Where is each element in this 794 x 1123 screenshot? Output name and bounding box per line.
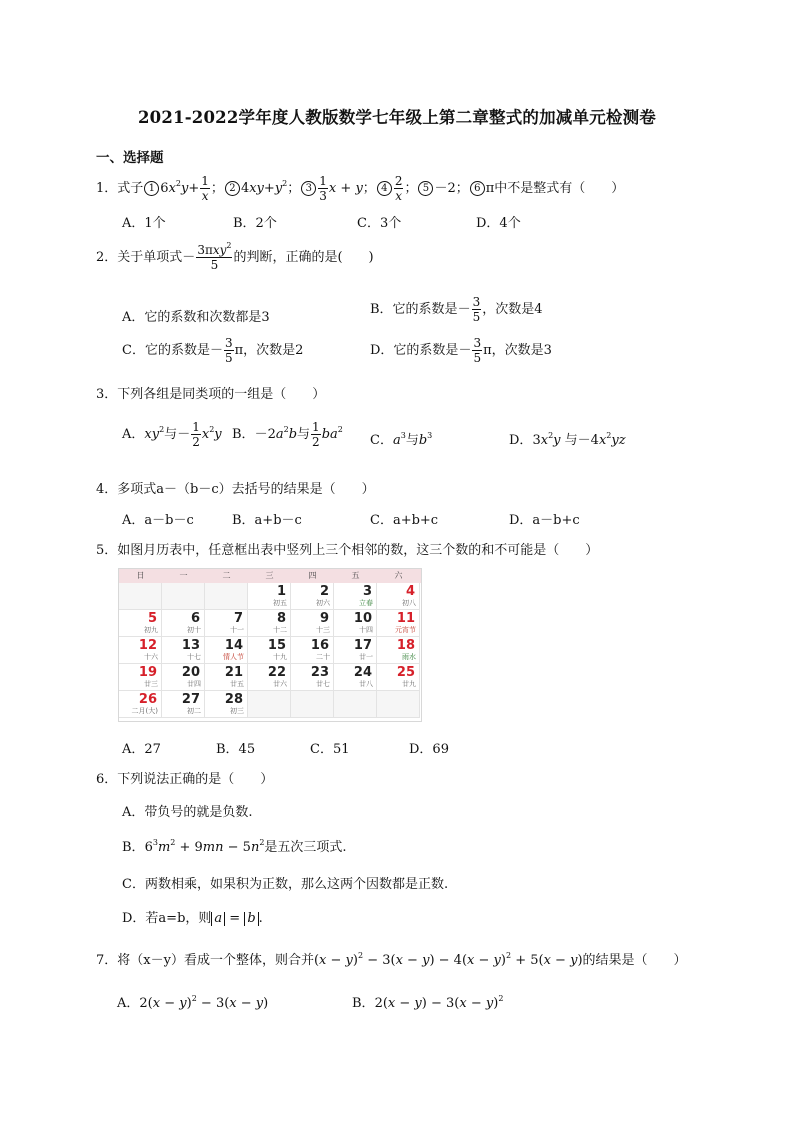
calendar-day-cell — [291, 637, 334, 664]
question-6: 6．下列说法正确的是（ ） — [96, 772, 274, 787]
q5-option-c[interactable]: C．51 — [310, 742, 350, 757]
calendar-day-number: 16 — [310, 638, 329, 653]
calendar-header-cell: 日 — [136, 571, 145, 580]
calendar-day-number: 4 — [405, 584, 415, 599]
q1-option-c[interactable]: C．3个 — [357, 216, 402, 231]
calendar-lunar-label: 二十 — [316, 653, 330, 661]
q6-option-c[interactable]: C．两数相乘，如果积为正数，那么这两个因数都是正数. — [122, 877, 449, 892]
calendar-day-cell — [334, 610, 377, 637]
q7-option-a[interactable]: A．$2(x - y)^2 - 3(x - y)$ — [117, 994, 269, 1011]
calendar-day-number: 9 — [319, 611, 329, 626]
calendar-lunar-label: 初五 — [273, 599, 287, 607]
q7-option-b[interactable]: B．$2(x - y) - 3(x - y)^2$ — [352, 994, 504, 1011]
calendar-day-cell — [119, 664, 162, 691]
q1-option-a[interactable]: A．1个 — [122, 216, 166, 231]
calendar-day-number: 15 — [267, 638, 286, 653]
calendar-day-cell — [162, 610, 205, 637]
q6-option-b[interactable]: B．$6^3m^2 + 9mn - 5n^2$是五次三项式. — [122, 838, 347, 855]
q6-option-d[interactable]: D．若a=b，则 a = b . — [122, 911, 263, 926]
calendar-day-cell — [334, 637, 377, 664]
q3-option-c[interactable]: C．$a^3$与$b^3$ — [370, 431, 433, 448]
calendar-day-cell — [377, 664, 420, 691]
calendar-day-number: 19 — [138, 665, 157, 680]
calendar-lunar-label: 十三 — [316, 626, 330, 634]
question-4: 4．多项式a－（b－c）去括号的结果是（ ） — [96, 482, 375, 497]
q5-option-d[interactable]: D．69 — [409, 742, 449, 757]
q1-option-b[interactable]: B．2个 — [233, 216, 277, 231]
section-heading: 一、选择题 — [96, 150, 164, 166]
q6-option-a[interactable]: A．带负号的就是负数. — [122, 805, 253, 820]
calendar-day-number: 24 — [353, 665, 372, 680]
calendar-lunar-label: 廿八 — [359, 680, 373, 688]
question-5: 5．如图月历表中，任意框出表中竖列上三个相邻的数，这三个数的和不可能是（ ） — [96, 543, 599, 558]
q2-option-b[interactable]: B．它的系数是－ $\frac{3}{5}$ ，次数是4 — [370, 295, 543, 324]
q4-option-b[interactable]: B．a+b－c — [232, 513, 302, 528]
calendar-lunar-label: 初二 — [187, 707, 201, 715]
q4-option-c[interactable]: C．a+b+c — [370, 513, 439, 528]
calendar-day-cell — [205, 637, 248, 664]
q2-option-c[interactable]: C．它的系数是－ $\frac{3}{5}$ π，次数是2 — [122, 336, 304, 365]
q3-option-b[interactable]: B．$-2a^2b$与 $\frac{1}{2}$ $ba^2$ — [232, 420, 343, 449]
question-7: 7．将（x－y）看成一个整体，则合并$(x - y)^2 - 3(x - y) - 4(x - y)^2 + 5(x - y)$的结果是（ ） — [96, 951, 687, 968]
question-1: 1．式子 1 $6x^2y+$ $\frac{1}{x}$ ； 2 $4xy+y^2$； 3 $\frac{1}{3}$ x + y； 4 $\frac{2}{x}$ ； 5 －2； 6 π中不是整式有（ ） — [96, 174, 625, 203]
calendar-lunar-label: 二月(大) — [131, 707, 158, 715]
calendar-day-cell — [162, 583, 205, 610]
calendar-lunar-label: 初六 — [316, 599, 330, 607]
calendar-day-number: 22 — [267, 665, 286, 680]
q5-option-a[interactable]: A．27 — [122, 742, 161, 757]
calendar-day-cell — [205, 664, 248, 691]
calendar-lunar-label: 立春 — [359, 599, 373, 607]
calendar-day-cell — [248, 610, 291, 637]
calendar-day-cell — [248, 664, 291, 691]
calendar-day-cell — [291, 664, 334, 691]
calendar-day-number: 20 — [181, 665, 200, 680]
calendar-lunar-label: 初九 — [144, 626, 158, 634]
calendar-lunar-label: 廿一 — [359, 653, 373, 661]
question-2: 2．关于单项式－ $\frac{3\pi xy^2}{5}$ 的判断，正确的是( ) — [96, 241, 374, 272]
calendar-day-number: 7 — [233, 611, 243, 626]
q3-option-d[interactable]: D．$3x^2y$ 与$-4x^2yz$ — [509, 431, 626, 448]
calendar-day-number: 18 — [396, 638, 415, 653]
calendar-day-number: 3 — [362, 584, 372, 599]
calendar-day-cell — [334, 664, 377, 691]
calendar-day-number: 23 — [310, 665, 329, 680]
calendar-day-cell — [377, 610, 420, 637]
calendar-day-number: 6 — [190, 611, 200, 626]
calendar-day-number: 27 — [181, 692, 200, 707]
calendar-lunar-label: 廿九 — [402, 680, 416, 688]
calendar-lunar-label: 十六 — [144, 653, 158, 661]
calendar-header-cell: 五 — [351, 571, 360, 580]
q4-option-a[interactable]: A．a－b－c — [122, 513, 194, 528]
calendar-day-cell — [291, 691, 334, 718]
calendar-day-cell — [119, 610, 162, 637]
calendar-lunar-label: 十四 — [359, 626, 373, 634]
calendar-lunar-label: 初八 — [402, 599, 416, 607]
calendar-day-cell — [119, 637, 162, 664]
q3-option-a[interactable]: A．$xy^2$与－ $\frac{1}{2}$ $x^2y$ — [122, 420, 222, 449]
calendar-day-number: 11 — [396, 611, 415, 626]
calendar-day-cell — [119, 583, 162, 610]
calendar-lunar-label: 初十 — [187, 626, 201, 634]
calendar-day-cell — [205, 691, 248, 718]
calendar-lunar-label: 廿七 — [316, 680, 330, 688]
q2-option-a[interactable]: A．它的系数和次数都是3 — [122, 310, 270, 325]
calendar-lunar-label: 情人节 — [223, 653, 244, 661]
calendar-day-number: 2 — [319, 584, 329, 599]
calendar-lunar-label: 十七 — [187, 653, 201, 661]
calendar-day-number: 25 — [396, 665, 415, 680]
q4-option-d[interactable]: D．a－b+c — [509, 513, 580, 528]
calendar-day-cell — [248, 583, 291, 610]
calendar-lunar-label: 廿六 — [273, 680, 287, 688]
calendar-day-cell — [248, 691, 291, 718]
calendar-day-cell — [291, 583, 334, 610]
calendar-day-cell — [334, 691, 377, 718]
calendar-day-cell — [334, 583, 377, 610]
calendar-lunar-label: 十九 — [273, 653, 287, 661]
calendar-lunar-label: 廿五 — [230, 680, 244, 688]
calendar-day-number: 1 — [276, 584, 286, 599]
calendar-day-number: 28 — [224, 692, 243, 707]
calendar-day-number: 5 — [147, 611, 157, 626]
calendar-day-number: 21 — [224, 665, 243, 680]
calendar-header-cell: 四 — [308, 571, 317, 580]
question-3: 3．下列各组是同类项的一组是（ ） — [96, 387, 326, 402]
calendar-day-number: 12 — [138, 638, 157, 653]
q5-option-b[interactable]: B．45 — [216, 742, 256, 757]
q2-option-d[interactable]: D．它的系数是－ $\frac{3}{5}$ π，次数是3 — [370, 336, 552, 365]
calendar-day-cell — [291, 610, 334, 637]
calendar-lunar-label: 元宵节 — [395, 626, 416, 634]
calendar-day-cell — [205, 583, 248, 610]
calendar-day-cell — [377, 583, 420, 610]
calendar-header-cell: 二 — [222, 571, 231, 580]
calendar-day-cell — [377, 637, 420, 664]
calendar-day-cell — [119, 691, 162, 718]
calendar-day-cell — [162, 637, 205, 664]
calendar-day-number: 14 — [224, 638, 243, 653]
calendar-day-number: 8 — [276, 611, 286, 626]
page-title: 2021-2022学年度人教版数学七年级上第二章整式的加减单元检测卷 — [138, 108, 656, 127]
calendar-header-cell: 六 — [394, 571, 403, 580]
calendar-lunar-label: 廿三 — [144, 680, 158, 688]
calendar-day-number: 26 — [138, 692, 157, 707]
q1-option-d[interactable]: D．4个 — [476, 216, 521, 231]
calendar-day-cell — [248, 637, 291, 664]
calendar-lunar-label: 初三 — [230, 707, 244, 715]
calendar-day-number: 10 — [353, 611, 372, 626]
calendar-day-cell — [162, 691, 205, 718]
calendar-image — [118, 568, 422, 722]
calendar-header-cell: 一 — [179, 571, 188, 580]
calendar-lunar-label: 十一 — [230, 626, 244, 634]
calendar-header-cell: 三 — [265, 571, 274, 580]
calendar-day-number: 13 — [181, 638, 200, 653]
calendar-day-cell — [377, 691, 420, 718]
calendar-lunar-label: 廿四 — [187, 680, 201, 688]
calendar-lunar-label: 十二 — [273, 626, 287, 634]
calendar-day-cell — [205, 610, 248, 637]
calendar-lunar-label: 雨水 — [402, 653, 416, 661]
calendar-day-number: 17 — [353, 638, 372, 653]
calendar-day-cell — [162, 664, 205, 691]
